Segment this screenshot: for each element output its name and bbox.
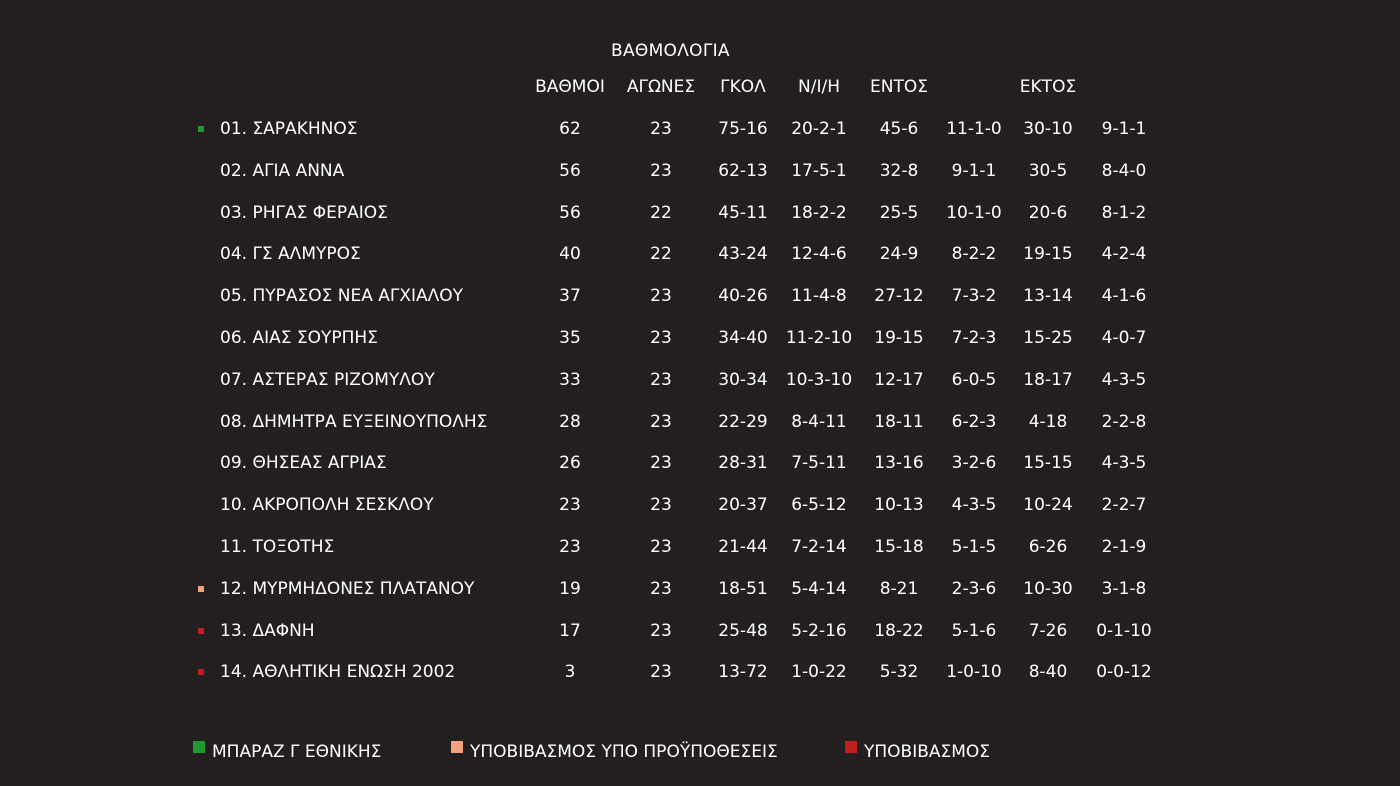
table-row: [0, 412, 1400, 436]
cell-away-wdl: 4-2-4: [1101, 244, 1147, 265]
cell-home-goals: 15-18: [874, 537, 924, 557]
cell-home-wdl: 11-1-0: [946, 119, 1002, 139]
cell-away-goals: 20-6: [1028, 202, 1068, 223]
cell-home-wdl: 8-2-2: [951, 244, 997, 265]
team-name: 13. ΔΑΦΝΗ: [220, 620, 315, 641]
cell-home-wdl: 7-3-2: [951, 286, 997, 307]
team-name: 06. ΑΙΑΣ ΣΟΥΡΠΗΣ: [220, 328, 378, 348]
cell-home-goals: 5-32: [879, 662, 919, 683]
cell-home-wdl: 2-3-6: [951, 578, 997, 599]
cell-goals: 21-44: [718, 537, 768, 557]
cell-games: 23: [650, 369, 672, 390]
legend-item: [451, 741, 778, 762]
table-row: [0, 203, 1400, 227]
table-row: [0, 495, 1400, 519]
cell-home-goals: 18-11: [874, 411, 924, 432]
cell-goals: 43-24: [718, 244, 768, 265]
cell-away-goals: 10-30: [1023, 578, 1073, 599]
table-row: [0, 579, 1400, 603]
cell-points: 17: [559, 620, 581, 641]
cell-wdl: 20-2-1: [791, 119, 847, 139]
cell-points: 56: [559, 202, 581, 223]
cell-wdl: 17-5-1: [791, 160, 847, 181]
cell-games: 23: [650, 495, 672, 516]
cell-home-goals: 12-17: [874, 369, 924, 390]
cell-wdl: 7-2-14: [791, 537, 847, 557]
cell-points: 3: [564, 662, 576, 683]
cell-games: 23: [650, 453, 672, 474]
cell-home-goals: 27-12: [874, 286, 924, 307]
cell-home-goals: 10-13: [874, 495, 924, 516]
cell-games: 22: [650, 244, 672, 265]
cell-wdl: 18-2-2: [791, 202, 847, 223]
cell-away-wdl: 4-0-7: [1101, 328, 1147, 348]
cell-goals: 22-29: [718, 411, 768, 432]
cell-goals: 18-51: [718, 578, 768, 599]
cell-games: 23: [650, 286, 672, 307]
cell-away-goals: 30-5: [1028, 160, 1068, 181]
legend-swatch: [845, 741, 857, 753]
table-row: [0, 621, 1400, 645]
cell-points: 40: [559, 244, 581, 265]
status-marker: [198, 586, 204, 592]
cell-away-goals: 4-18: [1028, 411, 1068, 432]
cell-home-goals: 45-6: [879, 119, 919, 139]
cell-home-goals: 19-15: [874, 328, 924, 348]
legend-swatch: [193, 741, 205, 753]
cell-games: 23: [650, 537, 672, 557]
cell-wdl: 10-3-10: [785, 369, 853, 390]
cell-points: 56: [559, 160, 581, 181]
cell-away-goals: 8-40: [1028, 662, 1068, 683]
team-name: 01. ΣΑΡΑΚΗΝΟΣ: [220, 119, 358, 139]
legend-swatch: [451, 741, 463, 753]
cell-away-wdl: 2-2-8: [1101, 411, 1147, 432]
cell-wdl: 11-4-8: [791, 286, 847, 307]
cell-home-wdl: 6-2-3: [951, 411, 997, 432]
cell-goals: 20-37: [718, 495, 768, 516]
team-name: 07. ΑΣΤΕΡΑΣ ΡΙΖΟΜΥΛΟΥ: [220, 369, 435, 390]
table-row: [0, 453, 1400, 477]
cell-away-goals: 15-25: [1023, 328, 1073, 348]
cell-games: 23: [650, 578, 672, 599]
cell-away-goals: 6-26: [1028, 537, 1068, 557]
table-row: [0, 537, 1400, 561]
cell-home-wdl: 3-2-6: [951, 453, 997, 474]
cell-home-wdl: 4-3-5: [951, 495, 997, 516]
team-name: 03. ΡΗΓΑΣ ΦΕΡΑΙΟΣ: [220, 202, 388, 223]
team-name: 10. ΑΚΡΟΠΟΛΗ ΣΕΣΚΛΟΥ: [220, 495, 434, 516]
status-marker: [198, 628, 204, 634]
legend-label: ΥΠΟΒΙΒΑΣΜΟΣ ΥΠΟ ΠΡΟΫΠΟΘΕΣΕΙΣ: [470, 742, 778, 762]
cell-wdl: 5-2-16: [791, 620, 847, 641]
cell-away-goals: 30-10: [1023, 119, 1073, 139]
cell-away-goals: 7-26: [1028, 620, 1068, 641]
cell-points: 19: [559, 578, 581, 599]
cell-away-wdl: 2-1-9: [1101, 537, 1147, 557]
cell-away-wdl: 2-2-7: [1101, 495, 1147, 516]
cell-away-wdl: 4-3-5: [1101, 369, 1147, 390]
cell-wdl: 11-2-10: [785, 328, 853, 348]
cell-away-goals: 13-14: [1023, 286, 1073, 307]
table-row: [0, 662, 1400, 686]
cell-home-wdl: 9-1-1: [951, 160, 997, 181]
cell-away-wdl: 8-4-0: [1101, 160, 1147, 181]
cell-home-wdl: 5-1-5: [951, 537, 997, 557]
cell-wdl: 12-4-6: [791, 244, 847, 265]
cell-home-wdl: 6-0-5: [951, 369, 997, 390]
team-name: 05. ΠΥΡΑΣΟΣ ΝΕΑ ΑΓΧΙΑΛΟΥ: [220, 286, 464, 307]
cell-goals: 40-26: [718, 286, 768, 307]
header-games: ΑΓΩΝΕΣ: [626, 77, 696, 97]
cell-away-goals: 10-24: [1023, 495, 1073, 516]
cell-home-wdl: 1-0-10: [946, 662, 1002, 683]
standings-title: ΒΑΘΜΟΛΟΓΙΑ: [611, 41, 730, 61]
cell-home-wdl: 5-1-6: [951, 620, 997, 641]
cell-wdl: 6-5-12: [791, 495, 847, 516]
cell-points: 37: [559, 286, 581, 307]
cell-goals: 13-72: [718, 662, 768, 683]
team-name: 11. ΤΟΞΟΤΗΣ: [220, 537, 335, 557]
cell-away-goals: 19-15: [1023, 244, 1073, 265]
legend-label: ΜΠΑΡΑΖ Γ ΕΘΝΙΚΗΣ: [212, 742, 382, 762]
team-name: 14. ΑΘΛΗΤΙΚΗ ΕΝΩΣΗ 2002: [220, 662, 456, 683]
legend-label: ΥΠΟΒΙΒΑΣΜΟΣ: [864, 742, 991, 762]
cell-home-goals: 8-21: [879, 578, 919, 599]
cell-home-goals: 13-16: [874, 453, 924, 474]
team-name: 02. ΑΓΙΑ ΑΝΝΑ: [220, 160, 345, 181]
cell-games: 23: [650, 662, 672, 683]
team-name: 08. ΔΗΜΗΤΡΑ ΕΥΞΕΙΝΟΥΠΟΛΗΣ: [220, 411, 488, 432]
table-row: [0, 244, 1400, 268]
cell-goals: 28-31: [718, 453, 768, 474]
status-marker: [198, 669, 204, 675]
cell-home-wdl: 10-1-0: [946, 202, 1002, 223]
header-points: ΒΑΘΜΟΙ: [535, 77, 605, 97]
cell-games: 23: [650, 328, 672, 348]
cell-away-wdl: 0-0-12: [1096, 662, 1152, 683]
header-away: ΕΚΤΟΣ: [1019, 77, 1077, 97]
cell-home-goals: 18-22: [874, 620, 924, 641]
table-row: [0, 119, 1400, 143]
cell-wdl: 1-0-22: [791, 662, 847, 683]
cell-away-wdl: 0-1-10: [1096, 620, 1152, 641]
cell-goals: 45-11: [718, 202, 768, 223]
cell-home-wdl: 7-2-3: [951, 328, 997, 348]
legend-item: [845, 741, 990, 762]
table-row: [0, 286, 1400, 310]
cell-away-wdl: 3-1-8: [1101, 578, 1147, 599]
table-row: [0, 161, 1400, 185]
cell-wdl: 7-5-11: [791, 453, 847, 474]
table-row: [0, 370, 1400, 394]
cell-wdl: 8-4-11: [791, 411, 847, 432]
cell-goals: 75-16: [718, 119, 768, 139]
cell-points: 23: [559, 495, 581, 516]
cell-points: 35: [559, 328, 581, 348]
header-home: ΕΝΤΟΣ: [870, 77, 928, 97]
table-row: [0, 328, 1400, 352]
cell-points: 28: [559, 411, 581, 432]
header-wdl: Ν/Ι/Η: [798, 77, 840, 97]
cell-points: 62: [559, 119, 581, 139]
cell-away-goals: 15-15: [1023, 453, 1073, 474]
team-name: 12. ΜΥΡΜΗΔΟΝΕΣ ΠΛΑΤΑΝΟΥ: [220, 578, 475, 599]
team-name: 09. ΘΗΣΕΑΣ ΑΓΡΙΑΣ: [220, 453, 387, 474]
cell-goals: 62-13: [718, 160, 768, 181]
cell-games: 23: [650, 119, 672, 139]
legend-item: [193, 741, 381, 762]
cell-home-goals: 24-9: [879, 244, 919, 265]
cell-home-goals: 25-5: [879, 202, 919, 223]
cell-away-wdl: 9-1-1: [1101, 119, 1147, 139]
cell-points: 23: [559, 537, 581, 557]
cell-goals: 30-34: [718, 369, 768, 390]
cell-goals: 34-40: [718, 328, 768, 348]
cell-games: 23: [650, 160, 672, 181]
cell-home-goals: 32-8: [879, 160, 919, 181]
cell-games: 23: [650, 620, 672, 641]
team-name: 04. ΓΣ ΑΛΜΥΡΟΣ: [220, 244, 361, 265]
cell-points: 33: [559, 369, 581, 390]
cell-away-wdl: 8-1-2: [1101, 202, 1147, 223]
header-goals: ΓΚΟΛ: [720, 77, 766, 97]
cell-away-goals: 18-17: [1023, 369, 1073, 390]
cell-goals: 25-48: [718, 620, 768, 641]
cell-points: 26: [559, 453, 581, 474]
cell-games: 23: [650, 411, 672, 432]
cell-away-wdl: 4-3-5: [1101, 453, 1147, 474]
status-marker: [198, 126, 204, 132]
cell-games: 22: [650, 202, 672, 223]
cell-away-wdl: 4-1-6: [1101, 286, 1147, 307]
cell-wdl: 5-4-14: [791, 578, 847, 599]
